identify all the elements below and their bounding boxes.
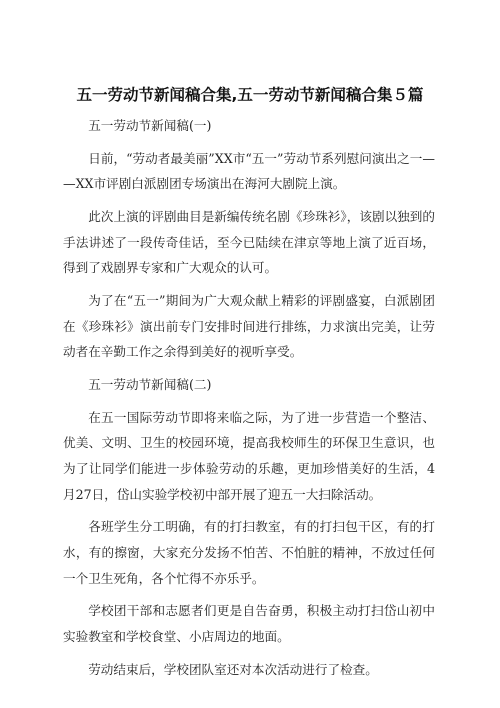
document-title: 五一劳动节新闻稿合集,五一劳动节新闻稿合集５篇 xyxy=(76,86,424,105)
section-heading-2: 五一劳动节新闻稿(二) xyxy=(88,377,212,393)
paragraph: 日前，“劳动者最美丽”XX市“五一”劳动节系列慰问演出之一——XX市评剧白派剧团专场演出在海河大剧院上演。 xyxy=(63,150,435,192)
paragraph: 为了在“五一”期间为广大观众献上精彩的评剧盛宴，白派剧团在《珍珠衫》演出前专门安排时间进行排练，力求演出完美，让劳动者在辛勤工作之余得到美好的视听享受。 xyxy=(63,293,435,360)
paragraph: 学校团干部和志愿者们更是自告奋勇，积极主动打扫岱山初中实验教室和学校食堂、小店周边的地面。 xyxy=(63,603,435,644)
section-heading-1: 五一劳动节新闻稿(一) xyxy=(88,118,212,133)
paragraph: 在五一国际劳动节即将来临之际，为了进一步营造一个整洁、优美、文明、卫生的校园环境，提高我校师生的环保卫生意识，也为了让同学们能进一步体验劳动的乐趣，更加珍惜美好的生活，4月27日，岱山实验学校初中部开展了迎五一大扫除活动。 xyxy=(63,409,435,502)
document-body xyxy=(63,113,435,690)
paragraph: 此次上演的评剧曲目是新编传统名剧《珍珠衫》，该剧以独到的手法讲述了一段传奇佳话，至今已陆续在津京等地上演了近百场，得到了戏剧界专家和广大观众的认可。 xyxy=(63,209,435,276)
paragraph: 各班学生分工明确，有的打扫教室，有的打扫包干区，有的打水，有的擦窗，大家充分发扬不怕苦、不怕脏的精神，不放过任何一个卫生死角，各个忙得不亦乐乎。 xyxy=(63,519,435,586)
paragraph: 劳动结束后，学校团队室还对本次活动进行了检查。 xyxy=(88,661,378,677)
